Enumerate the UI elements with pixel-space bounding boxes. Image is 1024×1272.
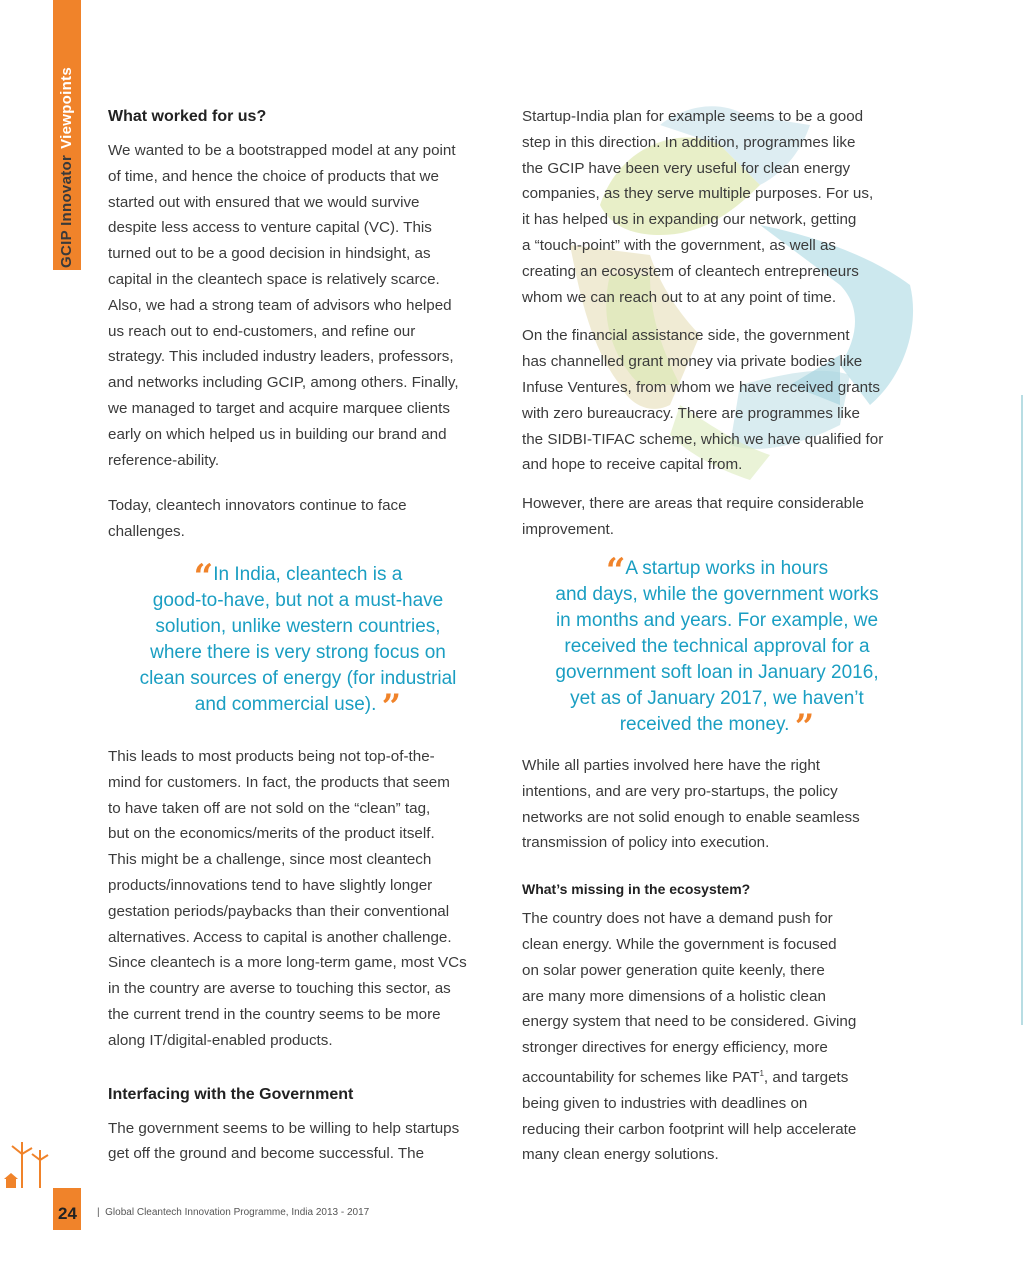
open-quote-icon: “ (193, 557, 214, 597)
close-quote-icon: ” (381, 687, 402, 727)
text-line: products/innovations tend to have slightly longer (108, 876, 433, 894)
left-column-lower (108, 744, 508, 1167)
left-column (108, 104, 508, 545)
text-line: alternatives. Access to capital is another challenge. (108, 928, 452, 946)
section-label-innovator: GCIP Innovator (58, 154, 75, 268)
text-line: and hope to receive capital from. (522, 456, 743, 474)
paragraph-however (522, 491, 922, 543)
text-line: Startup-India plan for example seems to be a good (522, 108, 864, 125)
paragraph-government-willing (108, 1116, 508, 1168)
paragraph-today (108, 493, 508, 545)
page-edge-line (1021, 395, 1023, 1025)
quote-line: clean sources of energy (for industrial (139, 668, 457, 689)
quote-line: and commercial use). (194, 694, 377, 715)
footnote-marker: 1 (759, 1068, 764, 1078)
quote-line: where there is very strong focus on (150, 642, 446, 663)
text-line: While all parties involved here have the right (522, 757, 821, 774)
text-line: energy system that need to be considered. Giving (522, 1013, 857, 1031)
quote-line: government soft loan in January 2016, (555, 662, 879, 683)
text-line: We wanted to be a bootstrapped model at any point (108, 142, 456, 159)
quote-line: in months and years. For example, we (555, 610, 879, 631)
open-quote-icon: “ (605, 551, 626, 591)
text-line: intentions, and are very pro-startups, the policy (522, 782, 838, 800)
heading-what-worked: What worked for us? (108, 108, 267, 125)
text-line: This leads to most products being not top-of-the- (108, 748, 435, 765)
paragraph-financial-assistance (522, 323, 922, 478)
text-line: step in this direction. In addition, programmes like (522, 133, 856, 151)
heading-interfacing-government: Interfacing with the Government (108, 1085, 354, 1103)
text-line: This might be a challenge, since most cleantech (108, 851, 432, 869)
heading-whats-missing: What’s missing in the ecosystem? (522, 881, 751, 898)
section-label-viewpoints: Viewpoints (58, 66, 75, 149)
text-line: whom we can reach out to at any point of time. (522, 288, 837, 306)
text-line: stronger directives for energy efficiency, more (522, 1039, 828, 1057)
text-line: Also, we had a strong team of advisors who helped (108, 296, 452, 314)
text-line: of time, and hence the choice of products that we (108, 167, 439, 185)
text-line: The government seems to be willing to help startups (108, 1119, 460, 1137)
paragraph-bootstrapped (108, 138, 508, 473)
paragraph-parties-involved (522, 753, 922, 856)
text-line: strategy. This included industry leaders, professors, (108, 348, 454, 366)
pull-quote-india (108, 557, 488, 727)
footer-text: | Global Cleantech Innovation Programme, India 2013 - 2017 (97, 1207, 370, 1218)
pull-quote-startup (522, 551, 912, 747)
text-line: transmission of policy into execution. (522, 834, 770, 852)
text-line: However, there are areas that require considerable (522, 495, 864, 513)
text-line: creating an ecosystem of cleantech entrepreneurs (522, 262, 859, 280)
text-line: Since cleantech is a more long-term game, most VCs (108, 954, 467, 972)
text-line: capital in the cleantech space is relatively scarce. (108, 270, 440, 288)
page-number: 24 (58, 1204, 77, 1223)
quote-line: yet as of January 2017, we haven’t (570, 688, 864, 709)
text-line: improvement. (522, 520, 615, 538)
text-line: despite less access to venture capital (VC). This (108, 219, 432, 237)
text-line: many clean energy solutions. (522, 1146, 719, 1164)
text-line: On the financial assistance side, the government (522, 327, 850, 345)
section-label (52, 0, 82, 268)
quote-line: good-to-have, but not a must-have (152, 590, 444, 611)
text-line: the GCIP have been very useful for clean energy (522, 159, 851, 177)
text-line: Today, cleantech innovators continue to face (108, 497, 407, 515)
text-line: being given to industries with deadlines on (522, 1094, 808, 1112)
text-line: a “touch-point” with the government, as well as (522, 236, 837, 254)
paragraph-startup-india (522, 104, 922, 310)
text-line: on solar power generation quite keenly, there (522, 961, 825, 979)
text-line: along IT/digital-enabled products. (108, 1031, 333, 1049)
text-line: turned out to be a good decision in hindsight, as (108, 245, 431, 263)
right-column-lower (522, 753, 922, 1168)
text-fragment: accountability for schemes like PAT (522, 1069, 760, 1087)
text-line: us reach out to end-customers, and refine our (108, 322, 416, 340)
text-line: with zero bureaucracy. There are programmes like (522, 404, 860, 422)
text-line: clean energy. While the government is focused (522, 935, 837, 953)
windmill-icon (2, 1140, 54, 1190)
text-line: and networks including GCIP, among others. Finally, (108, 374, 459, 392)
text-line: started out with ensured that we would survive (108, 193, 420, 211)
close-quote-icon: ” (794, 707, 815, 747)
right-column (522, 104, 922, 543)
quote-line: and days, while the government works (555, 584, 879, 605)
text-line: Infuse Ventures, from whom we have received grants (522, 378, 880, 396)
paragraph-demand-push (522, 906, 922, 1168)
text-line: the SIDBI-TIFAC scheme, which we have qualified for (522, 430, 884, 448)
quote-line: In India, cleantech is a (213, 564, 403, 585)
text-line: it has helped us in expanding our network, getting (522, 211, 857, 229)
text-line: the current trend in the country seems to be more (108, 1005, 441, 1023)
text-line: reducing their carbon footprint will help accelerate (522, 1120, 857, 1138)
text-line: reference-ability. (108, 451, 220, 469)
paragraph-top-of-mind (108, 744, 508, 1054)
text-line: to have taken off are not sold on the “clean” tag, (108, 799, 431, 817)
text-line: in the country are averse to touching this sector, as (108, 980, 451, 998)
footer-title: Global Cleantech Innovation Programme, India 2013 - 2017 (105, 1207, 370, 1218)
text-line: get off the ground and become successful. The (108, 1145, 425, 1163)
text-line: are many more dimensions of a holistic clean (522, 987, 826, 1005)
quote-line: solution, unlike western countries, (155, 616, 441, 637)
text-line: mind for customers. In fact, the products that seem (108, 773, 450, 791)
text-fragment: , and targets (763, 1069, 849, 1087)
quote-line: received the technical approval for a (564, 636, 870, 657)
text-line: has channelled grant money via private bodies like (522, 353, 863, 371)
text-line: but on the economics/merits of the product itself. (108, 825, 435, 843)
text-line: challenges. (108, 523, 185, 541)
quote-line: received the money. (619, 714, 790, 735)
text-line: gestation periods/paybacks than their conventional (108, 902, 450, 920)
text-line: we managed to target and acquire marquee clients (108, 399, 450, 417)
text-line: The country does not have a demand push for (522, 910, 833, 928)
text-line: companies, as they serve multiple purposes. For us, (522, 185, 874, 203)
quote-line: A startup works in hours (625, 558, 829, 579)
text-line (522, 1069, 848, 1086)
text-line: early on which helped us in building our brand and (108, 425, 447, 443)
text-line: networks are not solid enough to enable seamless (522, 808, 860, 826)
